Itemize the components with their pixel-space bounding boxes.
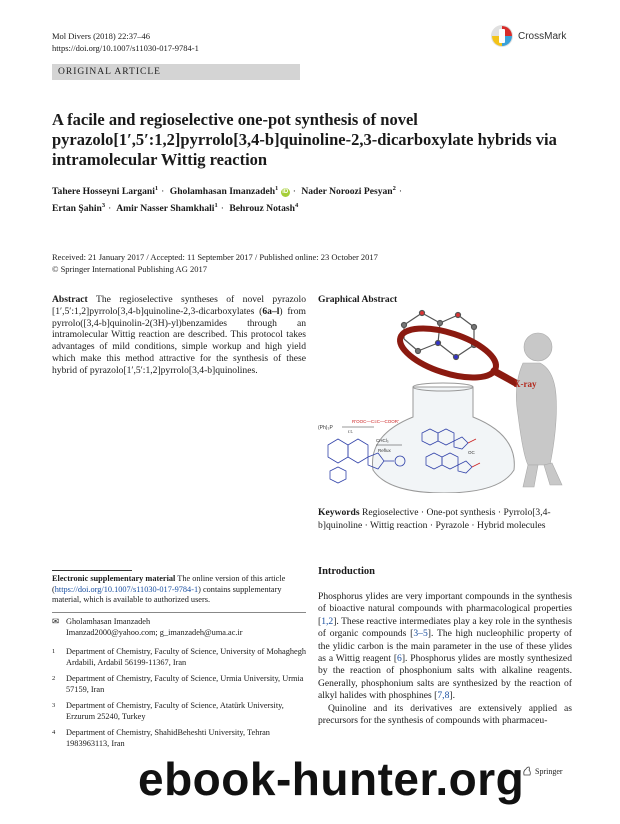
magnifying-glass-icon	[394, 319, 523, 388]
affiliation	[52, 674, 306, 695]
esm-text: The online version of this article (	[52, 574, 286, 594]
citation-link[interactable]: 3–5	[413, 628, 428, 640]
article-type-banner: ORIGINAL ARTICLE	[52, 64, 300, 80]
esm-link[interactable]: https://doi.org/10.1007/s11030-017-9784-1	[54, 584, 199, 594]
corresponding-name: Gholamhasan Imanzadeh	[66, 617, 151, 626]
graphical-abstract-image	[318, 305, 570, 493]
article-dates	[52, 252, 378, 275]
keywords-label: Keywords	[318, 507, 360, 518]
affiliation-text: Department of Chemistry, ShahidBeheshti University, Tehran 1983963113, Iran	[66, 728, 270, 748]
article-title: A facile and regioselective one-pot synthesis of novel pyrazolo[1′,5′:1,2]pyrrolo[3,4-b]quinoline-2,3-dicarboxylate hybrids via intramolecular Wittig reaction	[52, 110, 557, 169]
author-name: Gholamhasan Imanzadeh	[169, 186, 276, 198]
supplementary-note	[52, 574, 306, 606]
author-name: Nader Noroozi Pesyan	[301, 186, 393, 198]
affiliation-text: Department of Chemistry, Faculty of Science, Urmia University, Urmia 57159, Iran	[66, 674, 304, 694]
affiliation-number: 2	[52, 675, 56, 682]
oc-label: OC	[468, 450, 475, 455]
ester-label: R'OOC—C≡C—COOR'	[352, 419, 399, 424]
flask-icon	[373, 383, 515, 493]
compound-ref: 6a–l	[262, 305, 280, 317]
citation-link[interactable]: 7,8	[437, 690, 450, 702]
corresponding-emails[interactable]: Imanzad2000@yahoo.com; g_imanzadeh@uma.ac.ir	[66, 627, 243, 637]
affiliation-text: Department of Chemistry, Faculty of Science, Atatürk University, Erzurum 25240, Turkey	[66, 701, 284, 721]
affiliation-list	[52, 647, 306, 755]
xray-label: X-ray	[514, 379, 537, 389]
esm-label: Electronic supplementary material	[52, 574, 176, 583]
author-name: Tahere Hosseyni Largani	[52, 186, 155, 198]
author-sup: 1	[214, 202, 218, 210]
person-figure-icon	[516, 333, 562, 487]
publisher-logo	[522, 766, 563, 776]
envelope-icon: ✉	[52, 617, 59, 626]
affiliation-number: 3	[52, 702, 56, 709]
keywords-text: Regioselective · One-pot synthesis · Pyrrolo[3,4-b]quinoline · Wittig reaction · Pyrazole · Hybrid molecules	[318, 507, 551, 531]
intro-text: Phosphorus ylides are very important compounds in the synthesis of bioactive natural compounds with pharmacological properties [	[318, 591, 572, 627]
reagent-label: CHCl₃	[376, 438, 389, 443]
footnote-divider	[52, 570, 132, 571]
crossmark-badge[interactable]	[490, 24, 566, 48]
corresponding-author	[52, 617, 306, 638]
abstract-label: Abstract	[52, 294, 88, 305]
introduction-heading: Introduction	[318, 566, 375, 577]
watermark: ebook-hunter.org	[138, 753, 525, 805]
author-list: Tahere Hosseyni Largani$^1$ · Gholamhasan Imanzadeh$^1$ iD · Nader Noroozi Pesyan$^2$ · Ertan Şahin$^3$ · Amir Nasser Shamkhali$^1$ · Behrouz Notash$^4$	[52, 185, 403, 215]
condition-label: Reflux	[378, 448, 391, 453]
introduction-body	[318, 591, 572, 727]
crossmark-icon	[490, 24, 514, 48]
intro-text: ].	[449, 690, 455, 702]
publisher-name: Springer	[535, 766, 563, 776]
abstract	[52, 294, 306, 377]
affiliation	[52, 647, 306, 668]
affiliation	[52, 728, 306, 749]
author-sup: 3	[101, 202, 106, 210]
intro-paragraph	[318, 591, 572, 703]
journal-line: Mol Divers (2018) 22:37–46	[52, 31, 150, 41]
esm-text-cont: ) contains supplementary material, which is available to authorized users.	[52, 584, 282, 604]
ph3p-label: (Ph)₃P	[318, 425, 333, 431]
author-sup: 1	[154, 185, 159, 192]
graphical-abstract-label: Graphical Abstract	[318, 294, 398, 305]
author-sup: 1	[275, 185, 279, 192]
author-name: Amir Nasser Shamkhali	[116, 203, 215, 215]
affiliation-divider	[52, 612, 306, 613]
keywords	[318, 506, 572, 532]
intro-paragraph: Quinoline and its derivatives are extensively applied as precursors for the synthesis of compounds with pharmaceu-	[318, 702, 572, 727]
history-dates: Received: 21 January 2017 / Accepted: 11 September 2017 / Published online: 23 October 2017	[52, 252, 378, 262]
abstract-text-cont: ) from pyrrolo([3,4-b]quinolin-2(3H)-yl)benzamides through an intramolecular Wittig reaction are described. This protocol takes advantages of mild conditions, simple workup and high yield which make this method attractive for the synthesis of these hybrid of pyrazolo[1′,5′:1,2]pyrrolo[3,4-b]quinolines.	[52, 305, 306, 376]
rt-label: r.t.	[348, 429, 354, 434]
doi-line[interactable]: https://doi.org/10.1007/s11030-017-9784-1	[52, 43, 199, 53]
affiliation-text: Department of Chemistry, Faculty of Science, University of Mohaghegh Ardabili, Ardabil 56199-11367, Iran	[66, 647, 307, 667]
affiliation	[52, 701, 306, 722]
citation-link[interactable]: 6	[397, 653, 402, 665]
author-name: Behrouz Notash	[229, 203, 295, 215]
author-name: Ertan Şahin	[52, 203, 102, 215]
affiliation-number: 4	[52, 729, 56, 736]
crossmark-label: CrossMark	[518, 30, 567, 42]
abstract-text: The regioselective syntheses of novel pyrazolo [1′,5′:1,2]pyrrolo[3,4-b]quinoline-2,3-dicarboxylates (	[52, 294, 306, 317]
journal-citation	[52, 30, 199, 54]
author-sup: 4	[294, 202, 299, 210]
intro-text: ]. The high nucleophilic property of the ylidic carbon is the main parameter in the use of these ylides as a Wittig reagent [	[318, 628, 572, 665]
orcid-icon[interactable]: iD	[282, 189, 289, 196]
intro-text: ]. These reactive intermediates play a key role in the synthesis of organic compounds [	[318, 615, 572, 640]
copyright-line: © Springer International Publishing AG 2017	[52, 263, 207, 274]
intro-text: ]. Phosphorus ylides are mostly synthesized by the reaction of phosphonium salts with alkaline reagents. Generally, phosphonium salts are synthesized by the reaction of alkyl halides with phosphines [	[318, 653, 572, 702]
affiliation-number: 1	[52, 648, 56, 655]
citation-link[interactable]: 1,2	[321, 615, 334, 627]
author-sup: 2	[392, 185, 396, 192]
